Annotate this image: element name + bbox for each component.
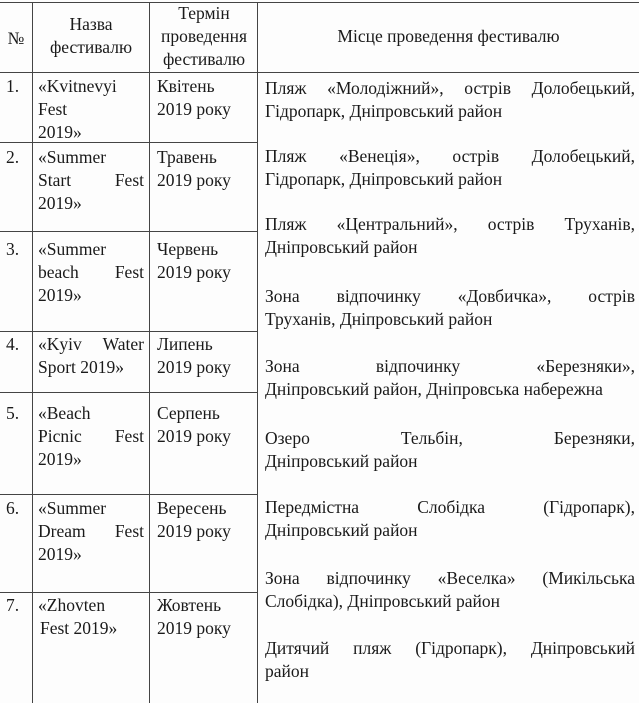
row-4-date-line: 2019 року: [157, 357, 231, 377]
location-entry: [265, 355, 635, 401]
row-3-name-line: «Summer: [38, 239, 107, 259]
row-4-name-line: Sport 2019»: [38, 357, 125, 377]
location-line: Гідропарк, Дніпровський район: [265, 101, 503, 121]
col-divider-1: [32, 2, 33, 703]
location-entry: [265, 213, 635, 259]
header-festival-date: Термін проведення фестивалю: [160, 3, 247, 69]
location-line: Гідропарк, Дніпровський район: [265, 169, 503, 189]
row-1-name-line: 2019»: [38, 122, 82, 142]
row-1-date-line: 2019 року: [157, 99, 231, 119]
row-divider-6: [0, 592, 257, 593]
row-3-number: 3.: [6, 239, 20, 259]
row-2-name-line: Start Fest: [38, 170, 144, 190]
row-6-number: 6.: [6, 498, 20, 518]
row-6-date-line: 2019 року: [157, 521, 231, 541]
row-2-name-line: «Summer: [38, 147, 107, 167]
location-line: Дніпровський район: [265, 237, 418, 257]
location-line: Пляж «Центральний», острів Труханів,: [265, 214, 635, 234]
row-4-name-line: «Kyiv Water: [38, 334, 144, 354]
location-line: Дніпровський район, Дніпровська набережна: [265, 379, 603, 399]
row-6-name-line: Dream Fest: [38, 521, 144, 541]
location-line: Передмістна Слобідка (Гідропарк),: [265, 497, 635, 517]
row-5-date-line: Серпень: [157, 403, 220, 423]
row-7-number: 7.: [6, 595, 20, 615]
location-line: Пляж «Венеція», острів Долобецький,: [265, 146, 635, 166]
location-line: Дитячий пляж (Гідропарк), Дніпровський: [265, 638, 635, 658]
row-7-name-line: «Zhovten: [38, 595, 106, 615]
row-1-name-line: «Kvitnevyi: [38, 76, 117, 96]
row-divider-4: [0, 392, 257, 393]
row-2-date-line: 2019 року: [157, 170, 231, 190]
row-2-name-line: 2019»: [38, 193, 82, 213]
col-divider-3: [257, 2, 258, 703]
header-festival-name: Назва фестивалю: [49, 14, 133, 57]
row-4-date: [157, 333, 231, 379]
location-line: Зона відпочинку «Довбичка», острів: [265, 286, 635, 306]
row-4-name: [38, 333, 144, 379]
location-entry: [265, 427, 635, 473]
location-entry: [265, 496, 635, 542]
row-2-date-line: Травень: [157, 147, 217, 167]
location-line: Зона відпочинку «Березняки»,: [265, 356, 635, 376]
row-3-date: [157, 238, 231, 284]
row-7-date: [157, 594, 231, 640]
row-5-date: [157, 402, 231, 448]
row-1-number: 1.: [6, 76, 20, 96]
row-5-date-line: 2019 року: [157, 426, 231, 446]
location-entry: [265, 145, 635, 191]
location-line: Дніпровський район: [265, 520, 418, 540]
row-divider-3: [0, 331, 257, 332]
location-line: Зона відпочинку «Веселка» (Микільська: [265, 568, 635, 588]
row-2-date: [157, 146, 231, 192]
row-7-name-line: Fest 2019»: [40, 618, 118, 638]
location-entry: [265, 637, 635, 683]
row-5-name-line: 2019»: [38, 449, 82, 469]
row-6-date-line: Вересень: [157, 498, 227, 518]
row-5-name: [38, 402, 144, 471]
row-divider-2: [0, 231, 257, 232]
row-5-name-line: «Beach: [38, 403, 91, 423]
table-top-border: [0, 2, 639, 3]
col-divider-2: [149, 2, 150, 703]
row-5-number: 5.: [6, 403, 20, 423]
row-3-date-line: 2019 року: [157, 262, 231, 282]
row-6-name-line: «Summer: [38, 498, 107, 518]
row-1-name: [38, 75, 144, 144]
location-line: Труханів, Дніпровський район: [265, 309, 493, 329]
row-7-name: [38, 594, 144, 640]
row-3-name: [38, 238, 144, 307]
row-6-name-line: 2019»: [38, 544, 82, 564]
location-entry: [265, 567, 635, 613]
row-3-date-line: Червень: [157, 239, 219, 259]
location-line: Дніпровський район: [265, 451, 418, 471]
row-2-name: [38, 146, 144, 215]
location-entry: [265, 285, 635, 331]
location-line: Слобідка), Дніпровський район: [265, 591, 500, 611]
row-7-date-line: 2019 року: [157, 618, 231, 638]
row-2-number: 2.: [6, 147, 20, 167]
row-1-date: [157, 75, 231, 121]
row-3-name-line: beach Fest: [38, 262, 144, 282]
location-entry: [265, 77, 635, 123]
row-6-date: [157, 497, 231, 543]
row-divider-5: [0, 494, 257, 495]
location-line: Пляж «Молодіжний», острів Долобецький,: [265, 78, 635, 98]
row-1-name-line: Fest: [38, 99, 68, 119]
row-4-number: 4.: [6, 334, 20, 354]
header-bottom-border: [0, 72, 639, 73]
row-1-date-line: Квітень: [157, 76, 215, 96]
row-5-name-line: Picnic Fest: [38, 426, 144, 446]
header-number: №: [7, 28, 25, 48]
location-line: район: [265, 661, 309, 681]
row-3-name-line: 2019»: [38, 285, 82, 305]
header-festival-place: Місце проведення фестивалю: [337, 26, 560, 46]
row-4-date-line: Липень: [157, 334, 213, 354]
row-7-date-line: Жовтень: [157, 595, 222, 615]
row-6-name: [38, 497, 144, 566]
location-line: Озеро Тельбін, Березняки,: [265, 428, 635, 448]
